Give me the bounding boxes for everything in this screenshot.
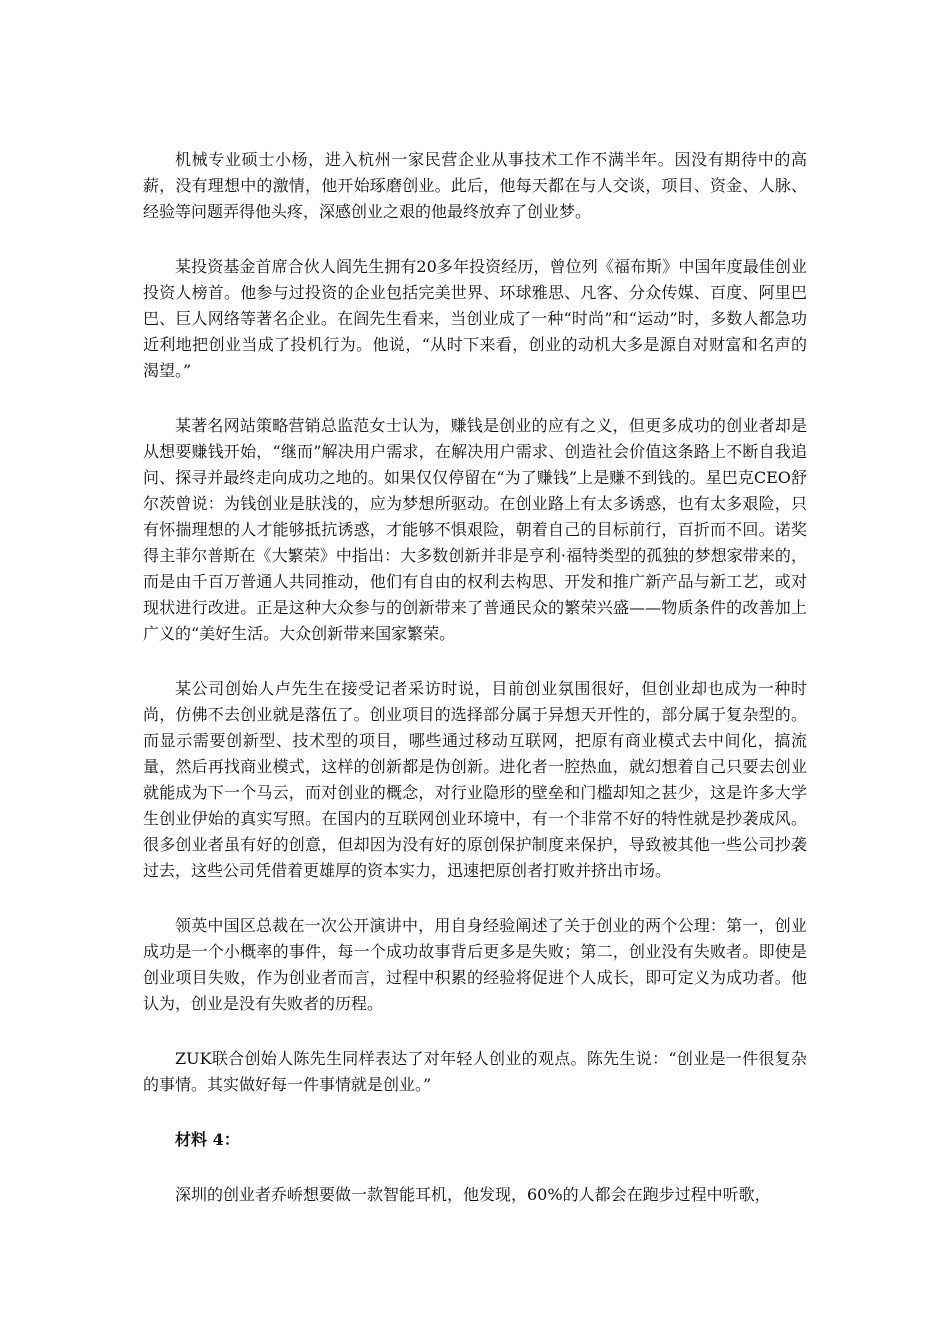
paragraph-lu: 某公司创始人卢先生在接受记者采访时说，目前创业氛围很好，但创业却也成为一种时尚，仿佛不去创业就是落伍了。创业项目的选择部分属于异想天开性的，部分属于复杂型的。而显示需要创新型、技术型的项目，哪些通过移动互联网，把原有商业模式去中间化，搞流量，然后再找商业模式，这样的创新都是伪创新。进化者一腔热血，就幻想着自己只要去创业就能成为下一个马云，而对创业的概念，对行业隐形的壁垒和门槛却知之甚少，这是许多大学生创业伊始的真实写照。在国内的互联网创业环境中，有一个非常不好的特性就是抄袭成风。很多创业者虽有好的创意，但却因为没有好的原创保护制度来保护，导致被其他一些公司抄袭过去，这些公司凭借着更雄厚的资本实力，迅速把原创者打败并挤出市场。 bbox=[143, 679, 807, 880]
paragraph-qiao-qiao: 深圳的创业者乔峤想要做一款智能耳机，他发现，60%的人都会在跑步过程中听歌， bbox=[175, 1185, 771, 1204]
paragraph-linkedin: 领英中国区总裁在一次公开演讲中，用自身经验阐述了关于创业的两个公理：第一，创业成功是一个小概率的事件，每一个成功故事背后更多是失败；第二，创业没有失败者。即使是创业项目失败，作为创业者而言，过程中积累的经验将促进个人成长，即可定义为成功者。他认为，创业是没有失败者的历程。 bbox=[143, 916, 807, 1013]
paragraph-zuk: ZUK联合创始人陈先生同样表达了对年轻人创业的观点。陈先生说：“创业是一件很复杂的事情。其实做好每一件事情就是创业。” bbox=[143, 1049, 807, 1094]
section-heading-material-4: 材料 4： bbox=[175, 1130, 240, 1149]
paragraph-fan: 某著名网站策略营销总监范女士认为，赚钱是创业的应有之义，但更多成功的创业者却是从想要赚钱开始，“继而”解决用户需求，在解决用户需求、创造社会价值这条路上不断自我追问、探寻并最终走向成功之地的。如果仅仅停留在“为了赚钱”上是赚不到钱的。星巴克CEO舒尔茨曾说：为钱创业是肤浅的，应为梦想所驱动。在创业路上有太多诱惑，也有太多艰险，只有怀揣理想的人才能够抵抗诱惑，才能够不惧艰险，朝着自己的目标前行，百折而不回。诺奖得主菲尔普斯在《大繁荣》中指出：大多数创新并非是亨利·福特类型的孤独的梦想家带来的，而是由千百万普通人共同推动，他们有自由的权利去构思、开发和推广新产品与新工艺，或对现状进行改进。正是这种大众参与的创新带来了普通民众的繁荣兴盛——物质条件的改善加上广义的“美好生活。大众创新带来国家繁荣。 bbox=[143, 416, 807, 643]
paragraph-xiao-yang: 机械专业硕士小杨，进入杭州一家民营企业从事技术工作不满半年。因没有期待中的高薪，没有理想中的激情，他开始琢磨创业。此后，他每天都在与人交谈，项目、资金、人脉、经验等问题弄得他头疼，深感创业之艰的他最终放弃了创业梦。 bbox=[143, 150, 807, 221]
paragraph-yan: 某投资基金首席合伙人阎先生拥有20多年投资经历，曾位列《福布斯》中国年度最佳创业投资人榜首。他参与过投资的企业包括完美世界、环球雅思、凡客、分众传媒、百度、阿里巴巴、巨人网络等著名企业。在阎先生看来，当创业成了一种“时尚”和“运动”时，多数人都急功近利地把创业当成了投机行为。他说，“从时下来看，创业的动机大多是源自对财富和名声的渴望。” bbox=[143, 257, 807, 380]
document-body bbox=[143, 147, 807, 1237]
